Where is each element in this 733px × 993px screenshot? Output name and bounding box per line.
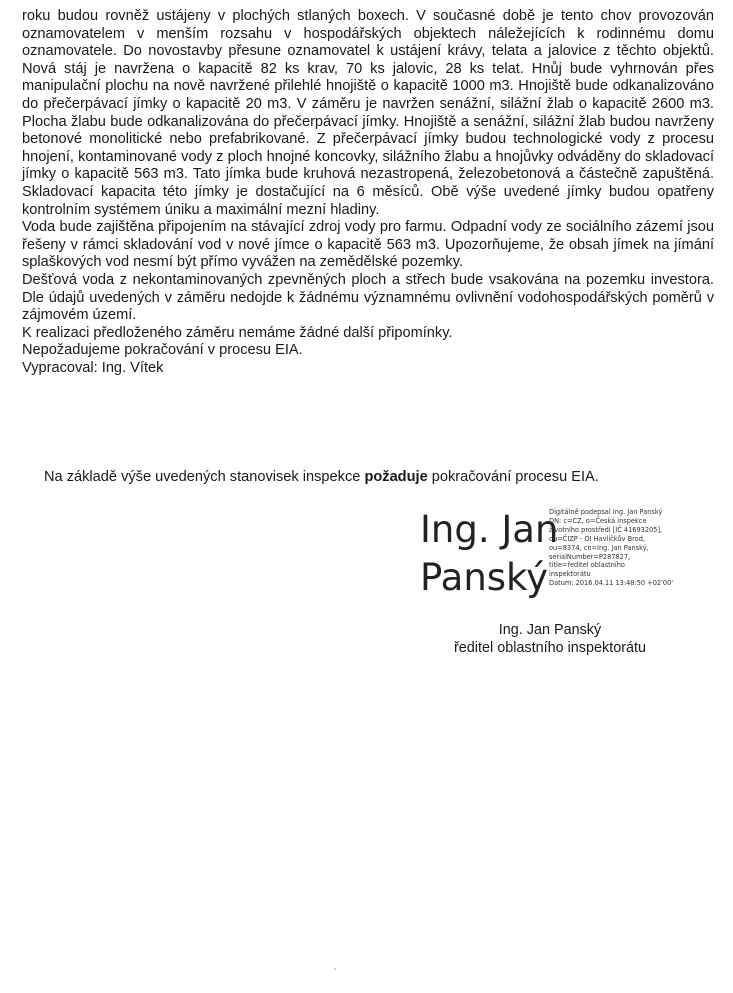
paragraph-water-supply: Voda bude zajištěna připojením na stávající zdroj vody pro farmu. Odpadní vody ze sociálního zázemí jsou řešeny v rámci skladování vod v nové jímce o kapacitě 563 m3. Upozorňujeme, že obsah jímek na jímání splaškových vod nesmí být přímo vyvážen na zemědělské pozemky. — [22, 219, 714, 271]
conclusion-statement — [44, 468, 724, 486]
conclusion-text-after: pokračování procesu EIA. — [427, 469, 599, 485]
signature-meta-line: Datum: 2016.04.11 13:48:50 +02'00' — [549, 579, 674, 588]
signer-title: ředitel oblastního inspektorátu — [454, 640, 646, 656]
signature-name-line1: Ing. Jan — [420, 508, 559, 551]
paragraph-no-eia: Nepožadujeme pokračování v procesu EIA. — [22, 342, 303, 359]
signer-block — [420, 621, 680, 657]
conclusion-text-bold: požaduje — [364, 469, 428, 485]
signature-meta-line: title=ředitel oblastního — [549, 561, 625, 570]
signature-meta-line: Digitálně podepsal Ing. Jan Panský — [549, 508, 663, 516]
signature-meta-line: DN: c=CZ, o=Česká inspekce — [549, 516, 647, 525]
paragraph-rainwater: Dešťová voda z nekontaminovaných zpevněných ploch a střech bude vsakována na pozemku investora. Dle údajů uvedených v záměru nedojde k žádnému významnému ovlivnění vodohospodářských poměrů v zájmovém území. — [22, 271, 714, 324]
signature-meta-line: ou=ČIZP - OI Havlíčkův Brod, — [549, 534, 645, 543]
paragraph-livestock: roku budou rovněž ustájeny v plochých stlaných boxech. V současné době je tento chov provozován oznamovatelem v menším rozsahu v hospodářských objektech náležejících k rodinnému domu oznamovatele. Do novostavby přesune oznamovatel k ustájení krávy, telata a jalovice z těchto objektů. Nová stáj je navržena o kapacitě 82 ks krav, 70 ks jalovic, 28 ks telat. Hnůj bude vyhrnován přes manipulační plochu na nově navržené přilehlé hnojiště o kapacitě 1000 m3. Hnojiště bude odkanalizováno do přečerpávací jímky o kapacitě 20 m3. V záměru je navržen senážní, silážní žlab o kapacitě 2600 m3. Plocha žlabu bude odkanalizována do přečerpávací jímky. Hnojiště a senážní, silážní žlab budou navrženy betonové monolitické nebo prefabrikované. Z přečerpávací jímky budou technologické vody z procesu hnojení, kontaminované vody z ploch hnojné koncovky, silážního žlabu a hnojůvky odváděny do skladovací jímky o kapacitě 563 m3. Tato jímka bude kruhová nezastropená, železobetonová a částečně zapuštěná. Skladovací kapacita této jímky je dostačující na 6 měsíců. Obě výše uvedené jímky budou opatřeny kontrolním systémem úniku a maximální mezní hladiny. — [22, 8, 714, 218]
signer-name: Ing. Jan Panský — [498, 622, 602, 638]
body-text — [22, 8, 714, 377]
signature-meta-line: životního prostředí [IČ 41693205], — [549, 525, 663, 534]
signature-metadata — [549, 508, 719, 588]
signature-meta-line: ou=8374, cn=Ing. Jan Panský, — [549, 543, 649, 552]
conclusion-text-before: Na základě výše uvedených stanovisek inspekce — [44, 469, 365, 485]
signature-meta-line: serialNumber=P287827, — [549, 552, 631, 561]
digital-signature — [420, 506, 720, 606]
signature-name — [420, 506, 558, 602]
scan-speck — [334, 968, 336, 970]
paragraph-no-comments: K realizaci předloženého záměru nemáme žádné další připomínky. — [22, 324, 453, 341]
paragraph-prepared-by: Vypracoval: Ing. Vítek — [22, 359, 164, 376]
signature-name-line2: Panský — [420, 556, 549, 599]
signature-meta-line: inspektorátu — [549, 570, 591, 579]
